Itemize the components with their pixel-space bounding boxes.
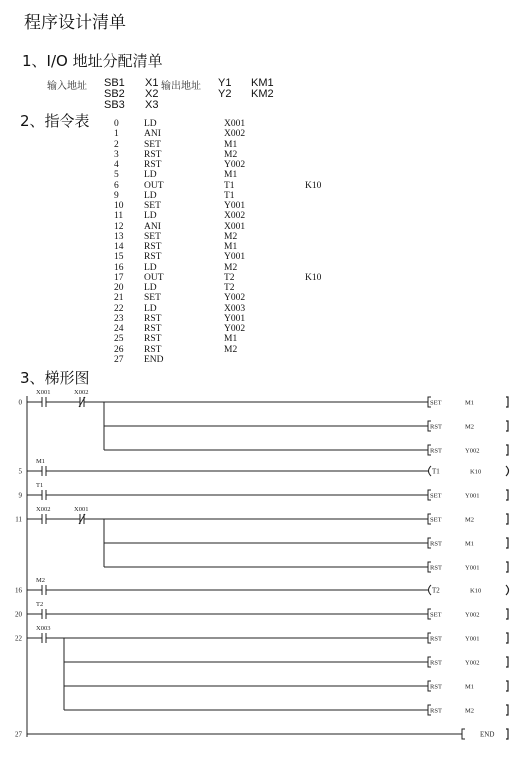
instruction-op: LD bbox=[144, 119, 157, 129]
coil-right-arc bbox=[506, 466, 509, 476]
instruction-operand: M2 bbox=[224, 231, 238, 242]
rung-step-number: 5 bbox=[18, 467, 22, 476]
instruction-step: 6 bbox=[114, 180, 119, 191]
output-bracket-right bbox=[506, 562, 508, 572]
instruction-step: 12 bbox=[114, 221, 124, 232]
output-operand: M1 bbox=[465, 540, 475, 548]
rung-step-number: 16 bbox=[15, 586, 22, 595]
instruction-operand: M2 bbox=[224, 149, 238, 160]
instruction-op: END bbox=[144, 354, 164, 365]
contact-label: X001 bbox=[74, 506, 89, 513]
instruction-param: K10 bbox=[305, 180, 322, 191]
instruction-step: 0 bbox=[114, 119, 119, 129]
instruction-op: LD bbox=[144, 262, 157, 273]
output-bracket-right bbox=[506, 538, 508, 548]
instruction-step: 2 bbox=[114, 139, 119, 150]
output-operand: M2 bbox=[465, 707, 475, 715]
rung-step-number: 20 bbox=[15, 610, 22, 619]
section-io-heading: 1、I/O 地址分配清单 bbox=[22, 52, 163, 70]
instruction-op: RST bbox=[144, 252, 162, 263]
output-operand: Y001 bbox=[465, 564, 480, 572]
contact-label: X002 bbox=[36, 506, 51, 513]
coil-left-arc bbox=[429, 585, 432, 595]
instruction-operand: M1 bbox=[224, 334, 238, 345]
instruction-operand: M2 bbox=[224, 262, 238, 273]
coil-left-arc bbox=[429, 466, 432, 476]
instruction-step: 20 bbox=[114, 283, 124, 293]
output-operand: M2 bbox=[465, 516, 475, 524]
coil-parameter: K10 bbox=[470, 587, 482, 595]
instruction-op: SET bbox=[144, 293, 161, 304]
output-bracket-right bbox=[506, 633, 508, 643]
rung-step-number: 9 bbox=[18, 491, 22, 500]
instruction-operand: Y002 bbox=[224, 324, 246, 334]
output-bracket-right bbox=[506, 657, 508, 667]
instruction-op: LD bbox=[144, 190, 157, 201]
instruction-step: 9 bbox=[114, 190, 119, 201]
output-instruction: RST bbox=[430, 540, 442, 548]
page-title: 程序设计清单 bbox=[24, 13, 126, 33]
output-bracket-left bbox=[462, 729, 465, 739]
output-bracket-right bbox=[506, 609, 508, 619]
instruction-step: 23 bbox=[114, 313, 124, 324]
instruction-operand: T1 bbox=[224, 190, 235, 201]
instruction-operand: X001 bbox=[224, 221, 246, 232]
instruction-operand: Y001 bbox=[224, 252, 246, 263]
instruction-operand: Y001 bbox=[224, 313, 246, 324]
output-device: KM1 bbox=[251, 77, 274, 89]
instruction-step: 11 bbox=[114, 211, 124, 222]
instruction-operand: M2 bbox=[224, 344, 238, 355]
instruction-op: RST bbox=[144, 313, 162, 324]
output-address: Y2 bbox=[218, 88, 232, 100]
instruction-step: 15 bbox=[114, 252, 124, 263]
output-operand: Y001 bbox=[465, 492, 480, 500]
instruction-op: SET bbox=[144, 139, 161, 150]
output-bracket-right bbox=[506, 397, 508, 407]
instruction-operand: M1 bbox=[224, 139, 238, 150]
instruction-op: LD bbox=[144, 170, 157, 181]
instruction-op: ANI bbox=[144, 221, 161, 232]
instruction-op: LD bbox=[144, 211, 157, 222]
output-bracket-right bbox=[506, 729, 508, 739]
coil-label: T1 bbox=[432, 467, 440, 476]
output-bracket-right bbox=[506, 514, 508, 524]
contact-label: T2 bbox=[36, 601, 44, 608]
instruction-operand: X002 bbox=[224, 211, 246, 222]
rung-step-number: 11 bbox=[15, 515, 22, 524]
instruction-op: RST bbox=[144, 324, 162, 334]
section-instruction-heading: 2、指令表 bbox=[20, 112, 90, 130]
instruction-operand: Y002 bbox=[224, 293, 246, 304]
instruction-op: RST bbox=[144, 242, 162, 252]
input-address: X1 bbox=[145, 77, 159, 89]
instruction-step: 27 bbox=[114, 354, 124, 365]
input-device: SB1 bbox=[104, 77, 125, 89]
coil-right-arc bbox=[506, 585, 509, 595]
instruction-step: 17 bbox=[114, 272, 124, 283]
output-instruction: RST bbox=[430, 447, 442, 455]
instruction-operand: X002 bbox=[224, 129, 246, 140]
end-instruction-label: END bbox=[480, 730, 495, 739]
output-address: Y1 bbox=[218, 77, 232, 89]
instruction-op: LD bbox=[144, 283, 157, 293]
instruction-step: 25 bbox=[114, 334, 124, 345]
instruction-step: 21 bbox=[114, 293, 124, 304]
output-bracket-right bbox=[506, 705, 508, 715]
output-instruction: RST bbox=[430, 635, 442, 643]
input-address: X3 bbox=[145, 99, 159, 111]
output-bracket-right bbox=[506, 490, 508, 500]
instruction-op: RST bbox=[144, 334, 162, 345]
instruction-param: K10 bbox=[305, 272, 322, 283]
instruction-step: 22 bbox=[114, 303, 124, 314]
contact-label: X001 bbox=[36, 389, 51, 396]
instruction-step: 14 bbox=[114, 242, 124, 252]
output-instruction: SET bbox=[430, 492, 442, 500]
instruction-operand: M1 bbox=[224, 170, 238, 181]
rung-step-number: 22 bbox=[15, 634, 22, 643]
contact-label: X003 bbox=[36, 625, 51, 632]
instruction-step: 10 bbox=[114, 201, 124, 211]
contact-label: M2 bbox=[36, 577, 46, 584]
contact-label: X002 bbox=[74, 389, 89, 396]
instruction-operand: X001 bbox=[224, 119, 246, 129]
output-device: KM2 bbox=[251, 88, 274, 100]
instruction-operand: Y002 bbox=[224, 160, 246, 170]
output-instruction: RST bbox=[430, 707, 442, 715]
instruction-step: 5 bbox=[114, 170, 119, 181]
instruction-operand: T2 bbox=[224, 283, 235, 293]
output-operand: Y002 bbox=[465, 611, 480, 619]
output-bracket-right bbox=[506, 445, 508, 455]
instruction-step: 3 bbox=[114, 149, 119, 160]
instruction-step: 16 bbox=[114, 262, 124, 273]
rung-step-number: 0 bbox=[18, 398, 22, 407]
instruction-op: OUT bbox=[144, 180, 164, 191]
instruction-op: ANI bbox=[144, 129, 161, 140]
instruction-operand: M1 bbox=[224, 242, 238, 252]
output-instruction: RST bbox=[430, 659, 442, 667]
contact-label: T1 bbox=[36, 482, 44, 489]
input-device: SB3 bbox=[104, 99, 125, 111]
section-ladder-heading: 3、梯形图 bbox=[20, 369, 90, 387]
output-instruction: RST bbox=[430, 683, 442, 691]
instruction-step: 4 bbox=[114, 160, 119, 170]
instruction-op: OUT bbox=[144, 272, 164, 283]
output-instruction: SET bbox=[430, 611, 442, 619]
output-operand: Y002 bbox=[465, 447, 480, 455]
output-operand: M2 bbox=[465, 423, 475, 431]
input-address: X2 bbox=[145, 88, 159, 100]
coil-label: T2 bbox=[432, 586, 440, 595]
instruction-op: RST bbox=[144, 160, 162, 170]
output-instruction: SET bbox=[430, 399, 442, 407]
instruction-step: 26 bbox=[114, 344, 124, 355]
instruction-operand: T2 bbox=[224, 272, 235, 283]
instruction-op: SET bbox=[144, 201, 161, 211]
output-operand: Y001 bbox=[465, 635, 480, 643]
input-device: SB2 bbox=[104, 88, 125, 100]
instruction-op: SET bbox=[144, 231, 161, 242]
rung-step-number: 27 bbox=[15, 730, 22, 739]
instruction-operand: Y001 bbox=[224, 201, 246, 211]
instruction-step: 13 bbox=[114, 231, 124, 242]
instruction-step: 24 bbox=[114, 324, 124, 334]
output-operand: Y002 bbox=[465, 659, 480, 667]
instruction-operand: X003 bbox=[224, 303, 246, 314]
output-address-header: 输出地址 bbox=[161, 81, 201, 92]
instruction-operand: T1 bbox=[224, 180, 235, 191]
instruction-step: 1 bbox=[114, 129, 119, 140]
instruction-op: RST bbox=[144, 344, 162, 355]
output-operand: M1 bbox=[465, 399, 475, 407]
output-instruction: RST bbox=[430, 423, 442, 431]
output-bracket-right bbox=[506, 681, 508, 691]
contact-label: M1 bbox=[36, 458, 46, 465]
instruction-op: RST bbox=[144, 149, 162, 160]
instruction-op: LD bbox=[144, 303, 157, 314]
output-bracket-right bbox=[506, 421, 508, 431]
input-address-header: 输入地址 bbox=[47, 81, 87, 92]
output-operand: M1 bbox=[465, 683, 475, 691]
coil-parameter: K10 bbox=[470, 468, 482, 476]
output-instruction: RST bbox=[430, 564, 442, 572]
output-instruction: SET bbox=[430, 516, 442, 524]
